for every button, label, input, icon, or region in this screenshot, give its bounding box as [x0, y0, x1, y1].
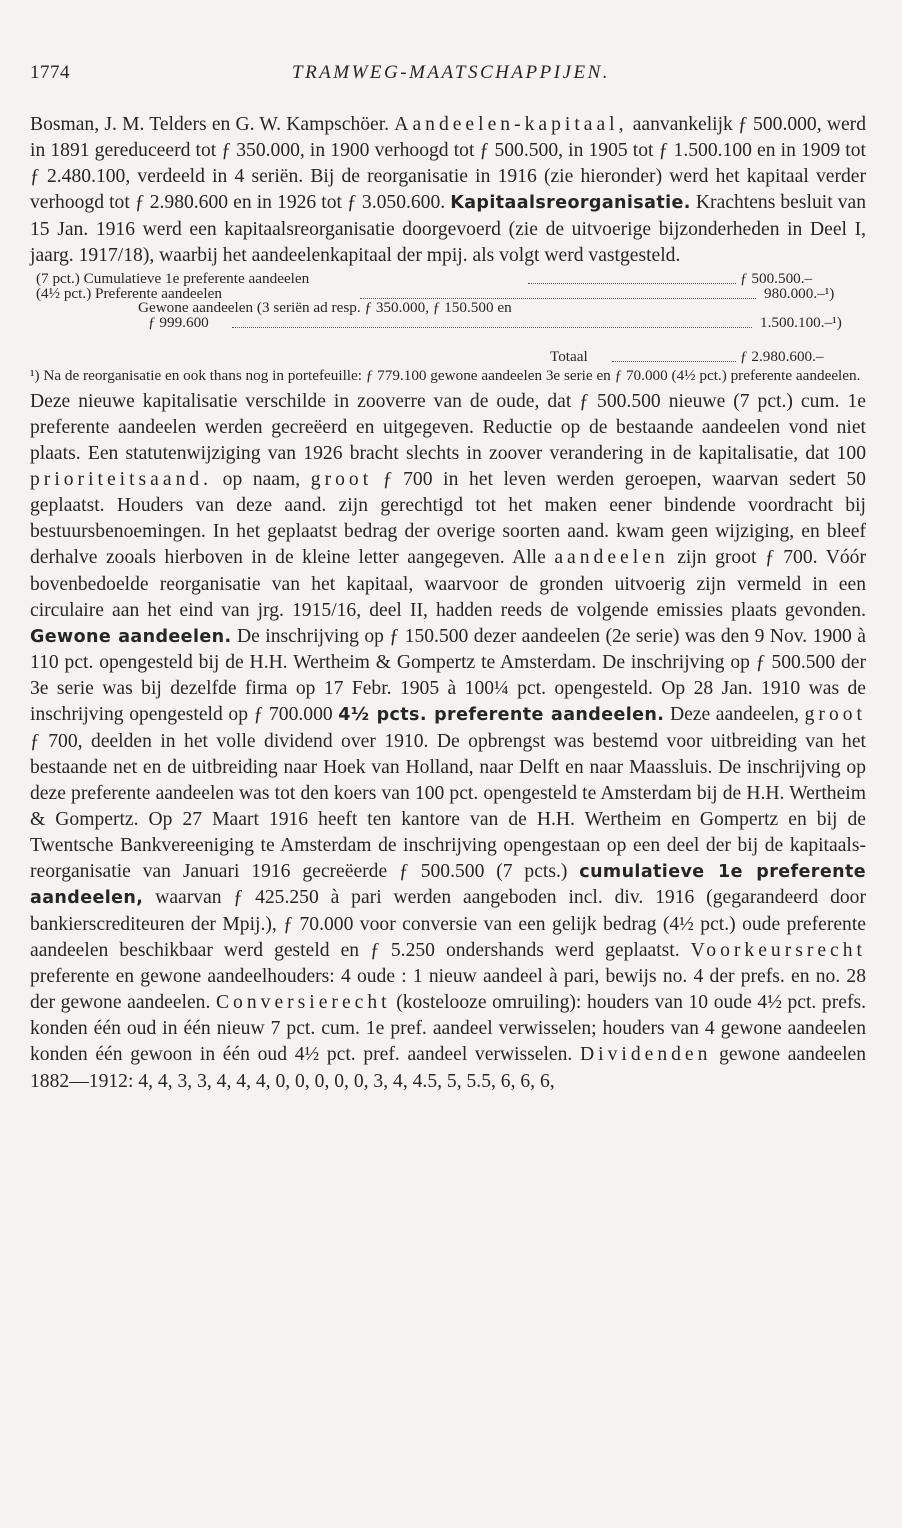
text-run: ƒ 700, deelden in het volle dividend over 1910. De opbrengst was bestemd voor uitbreiding van het bestaande net en de uitbreiding naar Hoek van Holland, naar Delft en naar Maassluis. De inschrijving op deze preferente aandeelen was tot den koers van 100 pct. opengesteld te Amsterdam bij de H.H. Wertheim & Gompertz. Op 27 Maart 1916 heeft ten kantore van de H.H. Wertheim en Gompertz en bij de Twentsche Bankvereeniging te Amsterdam de inschrijving opengestaan op een deel der bij de kapitaals-reorganisatie van Januari 1916 gecreëerde ƒ 500.500 (7 pcts.) [30, 730, 866, 883]
text-run: Deze aandeelen, [669, 704, 800, 726]
text-run: (kostelooze omruiling): houders van 10 oude 4½ pct. prefs. konden één oud in één nieuw 7 pct. cum. 1e pref. aandeel verwisselen; houders van 4 gewone aandeelen konden één gewoon in één oud 4½ pct. pref. aandeel verwisselen. [30, 992, 866, 1066]
text-run: op naam, [222, 468, 301, 490]
dot-leader [612, 350, 736, 362]
heading-kapitaalsreorganisatie: Kapitaalsreorganisatie. [450, 193, 691, 214]
row-amount: 1.500.100.–¹) [760, 313, 842, 331]
running-title: TRAMWEG-MAATSCHAPPIJEN. [292, 62, 610, 83]
intro-text-1: Bosman, J. M. Telders en G. W. Kampschöer. [30, 114, 390, 135]
term-dividenden: Dividenden [580, 1044, 712, 1066]
row-label: (4½ pct.) Preferente aandeelen [36, 284, 222, 302]
text-run: De inschrijving op ƒ 150.500 dezer aandeelen (2e serie) was den 9 Nov. 1900 à 110 pct. opengesteld bij de H.H. Wertheim & Gompertz te Amsterdam. De inschrijving op ƒ 500.500 der 3e serie was bij dezelfde firma op 17 Febr. 1905 à 100¼ pct. opengesteld. Op 28 Jan. 1910 was de inschrijving opengesteld op ƒ 700.000 [30, 625, 866, 726]
total-label: Totaal [550, 348, 588, 366]
term-groot: groot [310, 468, 373, 490]
text-run: waarvan ƒ 425.250 à pari werden aangeboden incl. div. 1916 (gegarandeerd door bankierscrediteuren der Mpij.), ƒ 70.000 voor conversie van een gelijk bedrag (4½ pct.) oude preferente aandeelen beschikbaar werd gesteld en ƒ 5.250 ondershands werd geplaatst. [30, 887, 866, 961]
page-header [30, 62, 872, 92]
table-spacer [30, 330, 866, 350]
term-aandeelen: aandeelen [554, 547, 669, 569]
footnote: ¹) Na de reorganisatie en ook thans nog in portefeuille: ƒ 779.100 gewone aandeelen 3e serie en ƒ 70.000 (4½ pct.) preferente aandeelen. [30, 366, 861, 384]
capital-table [30, 269, 866, 366]
article-body [30, 112, 866, 1095]
page-number: 1774 [30, 62, 70, 83]
row-label: (7 pct.) Cumulatieve 1e preferente aandeelen [36, 269, 310, 287]
dot-leader [360, 287, 756, 299]
total-amount: ƒ 2.980.600.– [740, 348, 824, 366]
row-label: ƒ 999.600 [148, 313, 209, 331]
term-groot: groot [804, 704, 866, 726]
table-row [30, 313, 866, 331]
intro-paragraph [30, 112, 866, 269]
heading-preferente-aandeelen: 4½ pcts. preferente aandeelen. [338, 705, 665, 726]
main-paragraph [30, 389, 866, 1095]
dot-leader [232, 316, 752, 328]
heading-cumulatieve-preferente: cumulatieve 1e preferente aandeelen, [30, 862, 867, 909]
heading-gewone-aandeelen: Gewone aandeelen. [30, 626, 232, 647]
term-voorkeursrecht: Voorkeursrecht [690, 939, 866, 961]
table-total-row [30, 350, 866, 365]
dot-leader [528, 272, 736, 284]
term-prioriteitsaand: prioriteitsaand. [30, 468, 213, 490]
text-run: zijn groot ƒ 700. Vóór bovenbedoelde reorganisatie van het kapitaal, waarvoor de gronden uitvoerig zijn vermeld in een circulaire aan het eind van jrg. 1915/16, deel II, hadden reeds de volgende emissies plaats gevonden. [30, 547, 866, 621]
intro-text-2: aanvankelijk ƒ 500.000, werd in 1891 gereduceerd tot ƒ 350.000, in 1900 verhoogd tot ƒ 500.500, in 1905 tot ƒ 1.500.100 en in 1909 tot ƒ 2.480.100, verdeeld in 4 seriën. Bij de reorganisatie in 1916 (zie hieronder) werd het kapitaal verder verhoogd tot ƒ 2.980.600 en in 1926 tot ƒ 3.050.600. [30, 114, 867, 214]
text-run: preferente en gewone aandeelhouders: 4 oude : 1 nieuw aandeel à pari, bewijs no. 4 der prefs. en no. 28 der gewone aandeelen. [30, 965, 866, 1014]
row-amount: ƒ 500.500.– [740, 269, 813, 287]
row-label: Gewone aandeelen (3 seriën ad resp. ƒ 350.000, ƒ 150.500 en [138, 299, 512, 317]
text-run: ƒ 700 in het leven werden geroepen, waarvan sedert 50 geplaatst. Houders van deze aand. zijn gerechtigd tot het maken eener bindende voordracht bij bestuursbenoemingen. In het geplaatst bedrag der overige soorten aand. kwam geen wijziging, en bleef derhalve zooals hierboven in de kleine letter aangegeven. Alle [30, 468, 866, 569]
text-run: Deze nieuwe kapitalisatie verschilde in zooverre van de oude, dat ƒ 500.500 nieuwe (7 pct.) cum. 1e preferente aandeelen werden gecreëerd en uitgegeven. Reductie op de bestaande aandeelen vond niet plaats. Een statutenwijziging van 1926 bracht slechts in zoover verandering in de kapitalisatie, dat 100 [30, 390, 866, 464]
row-amount: 980.000.–¹) [764, 284, 835, 302]
text-run: gewone aandeelen 1882—1912: 4, 4, 3, 3, 4, 4, 4, 0, 0, 0, 0, 0, 3, 4, 4.5, 5, 5.5, 6, 6, 6, [30, 1044, 867, 1092]
term-conversierecht: Conversierecht [215, 992, 391, 1014]
intro-text-3: Krachtens besluit van 15 Jan. 1916 werd een kapitaalsreorganisatie doorgevoerd (zie de uitvoerige bijzonderheden in Deel I, jaarg. 1917/18), waarbij het aandeelenkapitaal der mpij. als volgt werd vastgesteld. [30, 192, 866, 266]
heading-aandeelenkapitaal: Aandeelen-kapitaal, [394, 114, 628, 135]
